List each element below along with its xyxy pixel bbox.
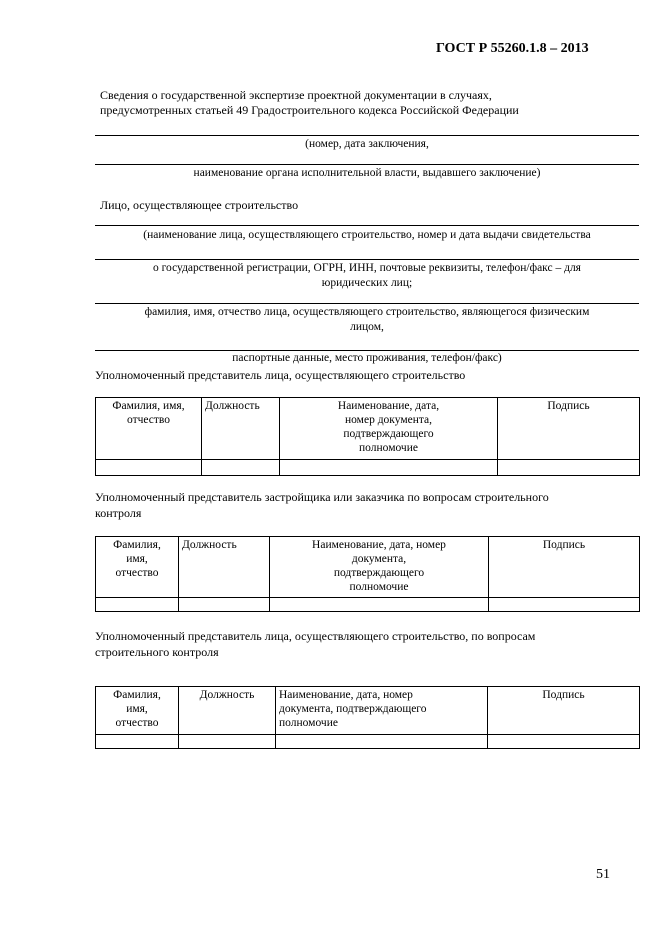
cell-full-name[interactable]	[96, 460, 202, 476]
cell-position[interactable]	[179, 598, 270, 612]
cell-signature[interactable]	[498, 460, 640, 476]
fill-line	[95, 259, 639, 260]
section1-table	[95, 397, 640, 476]
col-signature: Подпись	[488, 687, 640, 735]
col-authority-document: Наименование, дата, номер документа, подтверждающего полномочие	[276, 687, 488, 735]
col-signature: Подпись	[498, 398, 640, 460]
section2-title-line-2: контроля	[95, 506, 142, 520]
section2-table	[95, 536, 640, 612]
section3-title-line-2: строительного контроля	[95, 645, 219, 659]
caption-issuing-body: наименование органа исполнительной власти, выдавшего заключение)	[193, 167, 541, 179]
caption-builder-name: (наименование лица, осуществляющего строительство, номер и дата выдачи свидетельства	[143, 229, 591, 241]
col-position: Должность	[179, 687, 276, 735]
cell-position[interactable]	[179, 735, 276, 749]
caption-passport: паспортные данные, место проживания, телефон/факс)	[232, 352, 502, 364]
page-number: 51	[596, 867, 610, 882]
caption-registration-line-1: о государственной регистрации, ОГРН, ИНН, почтовые реквизиты, телефон/факс – для	[153, 262, 581, 274]
caption-conclusion-number: (номер, дата заключения,	[305, 138, 429, 150]
caption-individual-line-1: фамилия, имя, отчество лица, осуществляющего строительство, являющегося физическим	[144, 306, 590, 318]
col-position: Должность	[179, 537, 270, 598]
col-signature: Подпись	[489, 537, 640, 598]
section2-title-line-1: Уполномоченный представитель застройщика или заказчика по вопросам строительного	[95, 490, 549, 504]
col-authority-document: Наименование, дата, номер документа, подтверждающего полномочие	[280, 398, 498, 460]
cell-signature[interactable]	[489, 598, 640, 612]
caption-registration-line-2: юридических лиц;	[321, 277, 413, 289]
cell-authority-document[interactable]	[276, 735, 488, 749]
caption-registration	[95, 261, 639, 291]
expertise-line-1: Сведения о государственной экспертизе проектной документации в случаях,	[100, 88, 492, 102]
fill-line	[95, 225, 639, 226]
fill-line	[95, 303, 639, 304]
cell-authority-document[interactable]	[270, 598, 489, 612]
caption-individual-line-2: лицом,	[350, 321, 384, 333]
builder-title: Лицо, осуществляющее строительство	[100, 198, 299, 212]
caption-individual	[95, 305, 639, 335]
expertise-line-2: предусмотренных статьей 49 Градостроительного кодекса Российской Федерации	[100, 103, 519, 117]
cell-full-name[interactable]	[96, 735, 179, 749]
cell-position[interactable]	[202, 460, 280, 476]
section1-title: Уполномоченный представитель лица, осуществляющего строительство	[95, 368, 466, 382]
fill-line	[95, 135, 639, 136]
col-full-name: Фамилия, имя, отчество	[96, 537, 179, 598]
cell-signature[interactable]	[488, 735, 640, 749]
fill-line	[95, 164, 639, 165]
section3-title-line-1: Уполномоченный представитель лица, осуществляющего строительство, по вопросам	[95, 629, 536, 643]
section3-table	[95, 686, 640, 749]
col-full-name: Фамилия, имя, отчество	[96, 398, 202, 460]
cell-full-name[interactable]	[96, 598, 179, 612]
col-full-name: Фамилия, имя, отчество	[96, 687, 179, 735]
cell-authority-document[interactable]	[280, 460, 498, 476]
col-position: Должность	[202, 398, 280, 460]
col-authority-document: Наименование, дата, номер документа, подтверждающего полномочие	[270, 537, 489, 598]
document-header: ГОСТ Р 55260.1.8 – 2013	[436, 41, 589, 56]
